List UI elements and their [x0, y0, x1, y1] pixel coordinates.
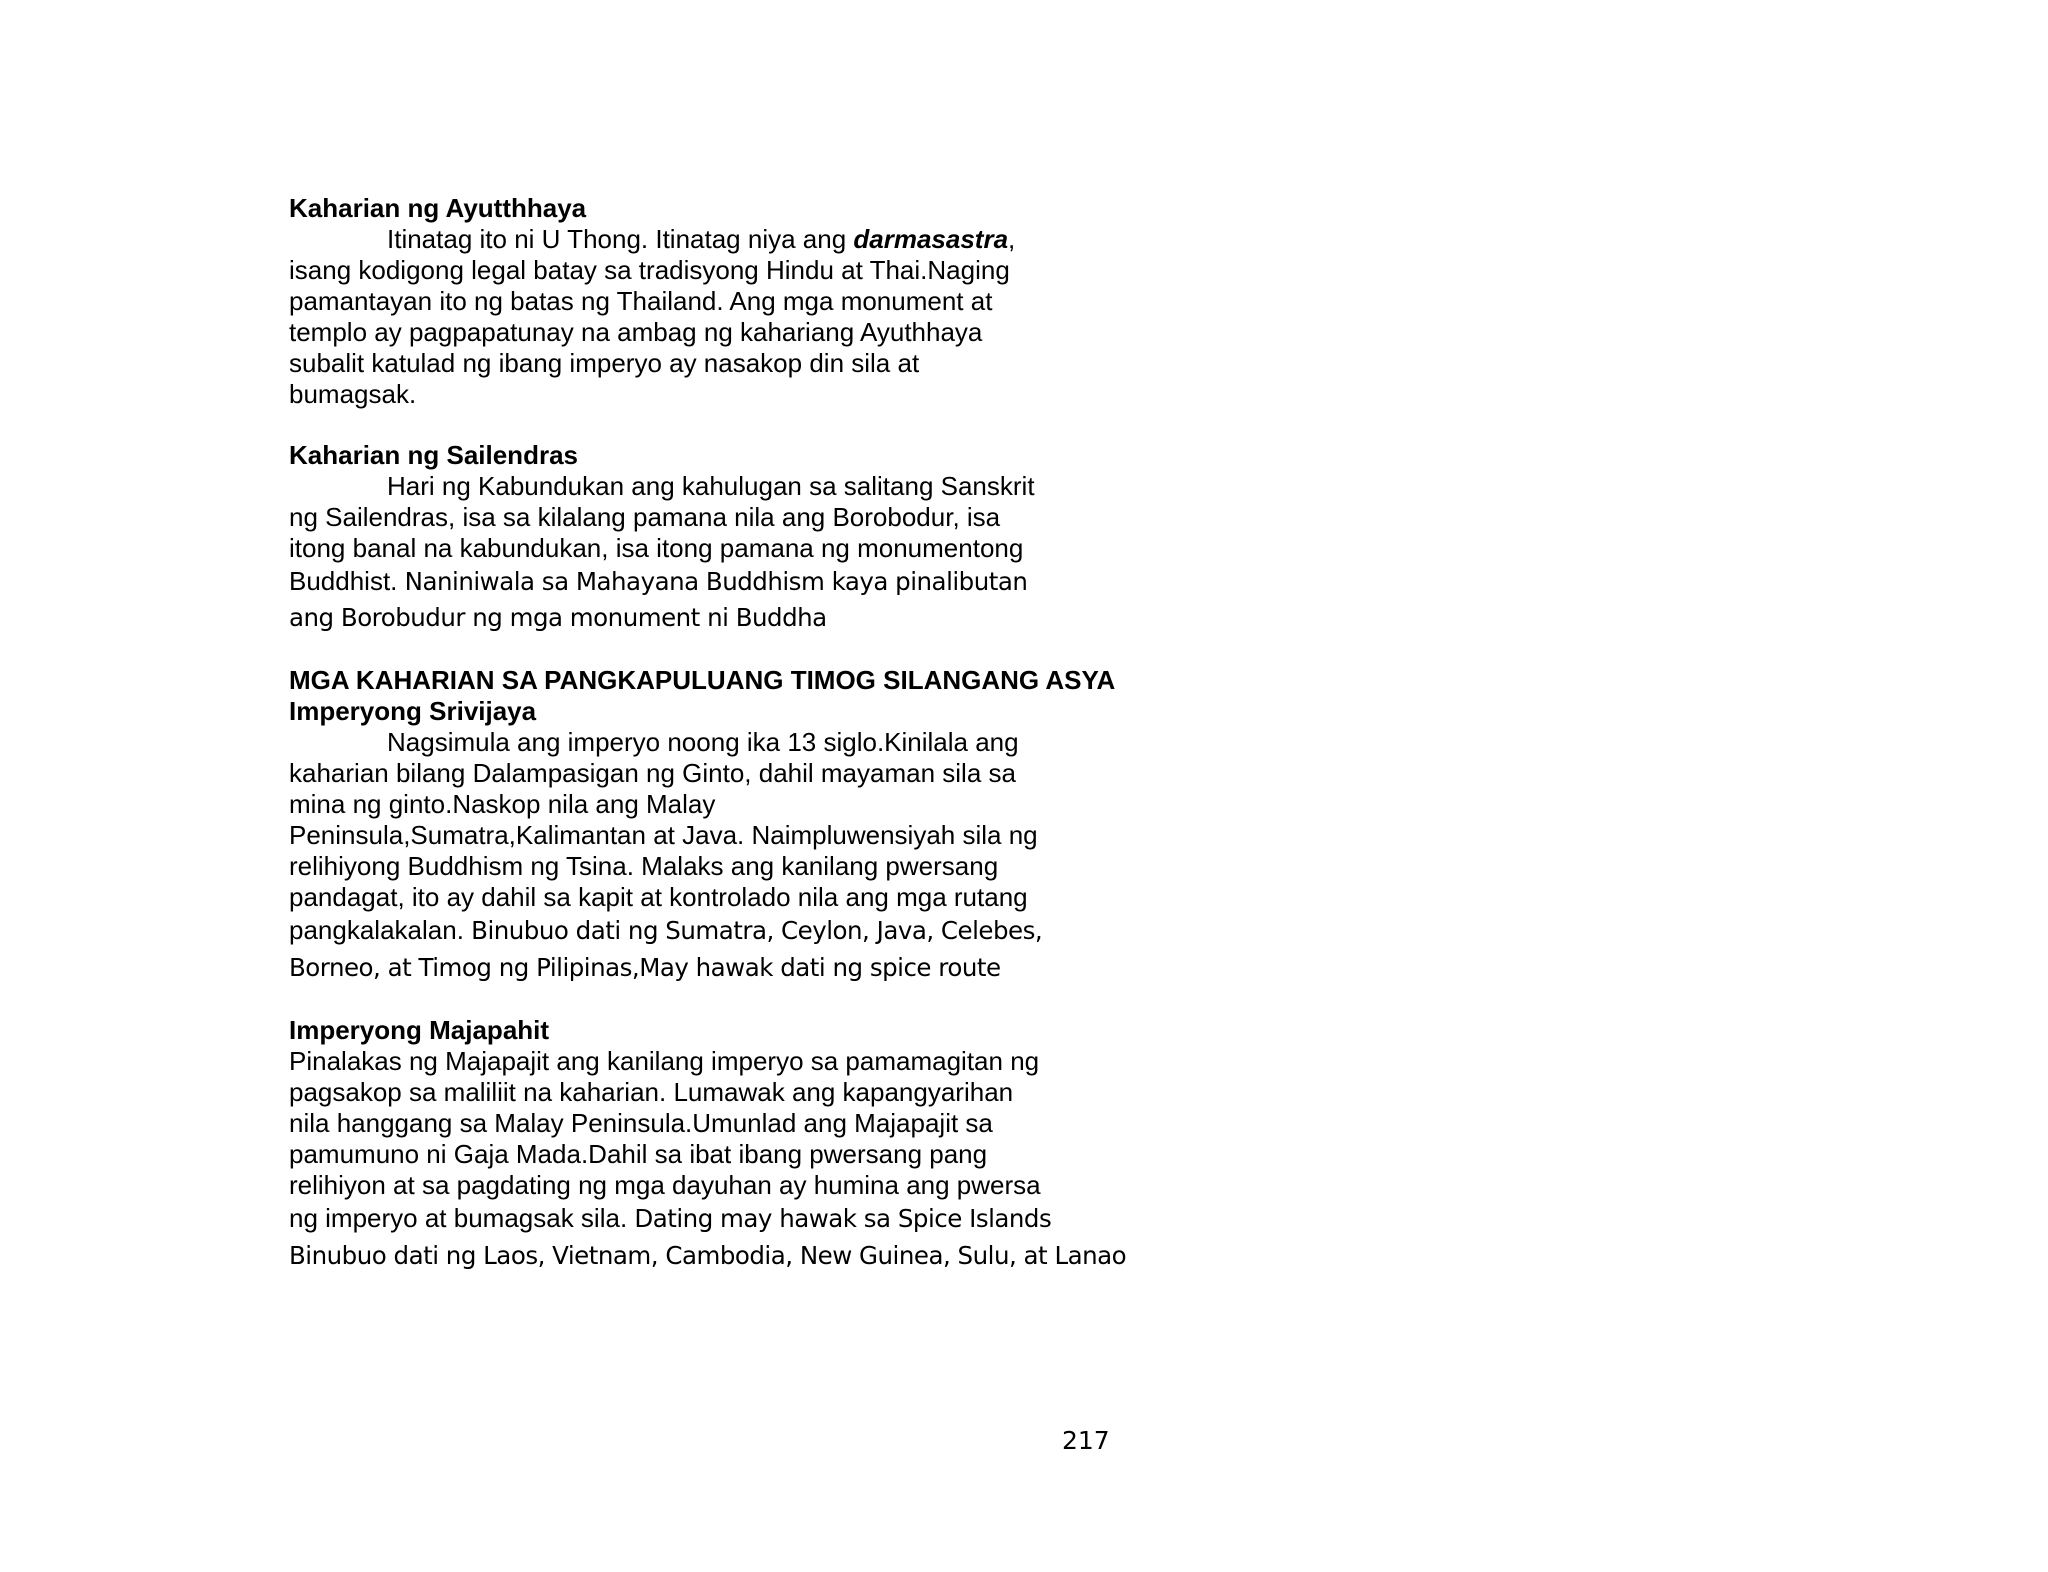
paragraph-line: relihiyon at sa pagdating ng mga dayuhan ay humina ang pwersa [289, 1170, 1041, 1200]
text-run: Dating may hawak sa Spice Islands [634, 1204, 1052, 1233]
paragraph-line: mina ng ginto.Naskop nila ang Malay [289, 789, 716, 819]
paragraph-line: Peninsula,Sumatra,Kalimantan at Java. Naimpluwensiyah sila ng [289, 820, 1038, 850]
paragraph-line: bumagsak. [289, 379, 417, 409]
text-run: Naniniwala sa Mahayana Buddhism kaya pinalibutan [404, 567, 1028, 596]
emphasized-term: darmasastra [853, 224, 1009, 254]
text-run: Itinatag ito ni U Thong. Itinatag niya ang [387, 224, 854, 254]
paragraph-line: pamumuno ni Gaja Mada.Dahil sa ibat ibang pwersang pang [289, 1139, 988, 1169]
paragraph-line [289, 915, 1042, 946]
paragraph-line [289, 1203, 1051, 1234]
section-heading-majapahit: Imperyong Majapahit [289, 1015, 550, 1045]
paragraph-line: Pinalakas ng Majapajit ang kanilang imperyo sa pamamagitan ng [289, 1046, 1040, 1076]
section-heading-sailendras: Kaharian ng Sailendras [289, 440, 578, 470]
text-run: Buddhist. [289, 566, 405, 596]
paragraph-line: ang Borobudur ng mga monument ni Buddha [289, 603, 827, 632]
paragraph-line: subalit katulad ng ibang imperyo ay nasakop din sila at [289, 348, 920, 378]
paragraph-line: kaharian bilang Dalampasigan ng Ginto, dahil mayaman sila sa [289, 758, 1016, 788]
text-run: ng imperyo at bumagsak sila. [289, 1203, 635, 1233]
text-run: Binubuo dati ng Sumatra, Ceylon, Java, Celebes, [471, 916, 1043, 945]
paragraph-line: itong banal na kabundukan, isa itong pamana ng monumentong [289, 533, 1024, 563]
paragraph-line: ng Sailendras, isa sa kilalang pamana nila ang Borobodur, isa [289, 502, 1001, 532]
paragraph-line: Borneo, at Timog ng Pilipinas,May hawak dati ng spice route [289, 953, 1001, 982]
paragraph-line: relihiyong Buddhism ng Tsina. Malaks ang kanilang pwersang [289, 851, 999, 881]
paragraph-line: Hari ng Kabundukan ang kahulugan sa salitang Sanskrit [387, 471, 1035, 501]
paragraph-line: templo ay pagpapatunay na ambag ng kahariang Ayuthhaya [289, 317, 983, 347]
paragraph-line: pagsakop sa maliliit na kaharian. Lumawak ang kapangyarihan [289, 1077, 1014, 1107]
paragraph-line [289, 566, 1027, 597]
paragraph-line: Binubuo dati ng Laos, Vietnam, Cambodia, New Guinea, Sulu, at Lanao [289, 1241, 1127, 1270]
page-number: 217 [1062, 1426, 1110, 1455]
section-heading-srivijaya: Imperyong Srivijaya [289, 696, 537, 726]
paragraph-line: nila hanggang sa Malay Peninsula.Umunlad ang Majapajit sa [289, 1108, 993, 1138]
text-run: , [1008, 224, 1016, 254]
paragraph-line: pamantayan ito ng batas ng Thailand. Ang mga monument at [289, 286, 993, 316]
section-heading-ayutthhaya: Kaharian ng Ayutthhaya [289, 193, 587, 223]
main-heading: MGA KAHARIAN SA PANGKAPULUANG TIMOG SILANGANG ASYA [289, 665, 1116, 695]
paragraph-line: Nagsimula ang imperyo noong ika 13 siglo.Kinilala ang [387, 727, 1019, 757]
paragraph-line: isang kodigong legal batay sa tradisyong Hindu at Thai.Naging [289, 255, 1010, 285]
text-run: pangkalakalan. [289, 915, 472, 945]
paragraph-line: pandagat, ito ay dahil sa kapit at kontrolado nila ang mga rutang [289, 882, 1028, 912]
paragraph-line [387, 224, 1015, 255]
